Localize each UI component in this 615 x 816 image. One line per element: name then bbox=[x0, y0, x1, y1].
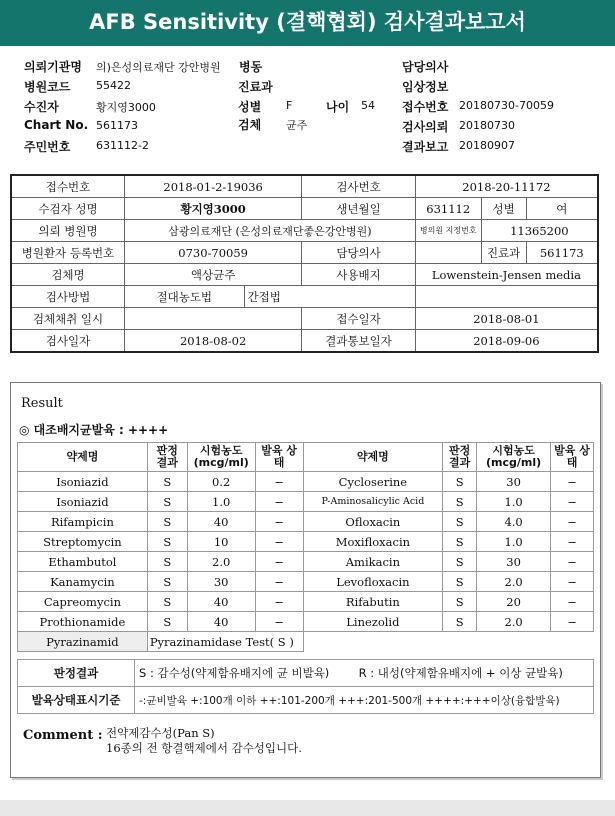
info-row bbox=[11, 242, 598, 264]
legend-value bbox=[135, 660, 594, 687]
drug-name: Streptomycin bbox=[18, 532, 148, 552]
drug-row bbox=[18, 512, 594, 532]
info-value: 절대농도법 bbox=[125, 286, 245, 308]
drug-row bbox=[18, 532, 594, 552]
hdr-value: 황지영3000 bbox=[96, 101, 156, 114]
hdr-label: 임상정보 bbox=[402, 80, 449, 94]
drug-name: Ethambutol bbox=[18, 552, 148, 572]
report-title: AFB Sensitivity (결핵협회) 검사결과보고서 bbox=[0, 0, 615, 44]
hdr-value: 20180730 bbox=[459, 119, 515, 132]
judgement: S bbox=[147, 552, 187, 572]
growth: − bbox=[255, 572, 303, 592]
judgement: S bbox=[443, 532, 477, 552]
drug-name: Cycloserine bbox=[303, 472, 443, 492]
comment-line: 16종의 전 항결핵제에서 감수성입니다. bbox=[106, 741, 302, 755]
info-value: 간접법 bbox=[244, 286, 415, 308]
col-header: 판정 결과 bbox=[443, 443, 477, 472]
pza-test: Pyrazinamidase Test( S ) bbox=[147, 632, 303, 652]
concentration: 40 bbox=[187, 612, 255, 632]
growth: − bbox=[255, 532, 303, 552]
concentration: 1.0 bbox=[477, 492, 551, 512]
drug-header-row bbox=[18, 443, 594, 472]
info-label: 검체명 bbox=[11, 264, 125, 286]
growth: − bbox=[255, 592, 303, 612]
hdr-label: 주민번호 bbox=[24, 140, 71, 154]
drug-name: Levofloxacin bbox=[303, 572, 443, 592]
info-value: 2018-08-01 bbox=[415, 308, 598, 330]
legend-label: 발육상태표시기준 bbox=[18, 687, 135, 714]
concentration: 30 bbox=[187, 572, 255, 592]
drug-row bbox=[18, 632, 594, 652]
growth: − bbox=[551, 552, 594, 572]
judgement: S bbox=[443, 572, 477, 592]
growth: − bbox=[255, 612, 303, 632]
drug-name: Isoniazid bbox=[18, 472, 148, 492]
concentration: 30 bbox=[477, 472, 551, 492]
legend-row bbox=[18, 687, 594, 714]
hdr-label: 수진자 bbox=[24, 100, 59, 114]
info-label: 접수일자 bbox=[302, 308, 416, 330]
legend-table bbox=[17, 659, 594, 714]
drug-row bbox=[18, 552, 594, 572]
judge-r: R : 내성(약제함유배지에 + 이상 균발육) bbox=[358, 666, 563, 680]
judgement: S bbox=[147, 572, 187, 592]
judgement: S bbox=[443, 492, 477, 512]
hdr-label: Chart No. bbox=[24, 118, 89, 132]
info-value bbox=[415, 286, 598, 308]
hdr-label: 진료과 bbox=[238, 80, 273, 94]
title-divider bbox=[0, 44, 615, 46]
growth: − bbox=[255, 552, 303, 572]
judge-s: S : 감수성(약제함유배지에 균 비발육) bbox=[139, 666, 330, 680]
info-label: 담당의사 bbox=[302, 242, 416, 264]
info-label: 수검자 성명 bbox=[11, 198, 125, 220]
judgement: S bbox=[147, 532, 187, 552]
info-row bbox=[11, 264, 598, 286]
info-label: 검사번호 bbox=[302, 175, 416, 198]
hdr-label: 나이 bbox=[326, 100, 350, 114]
info-value: 2018-09-06 bbox=[415, 330, 598, 353]
judgement: S bbox=[147, 492, 187, 512]
info-label: 진료과 bbox=[481, 242, 526, 264]
drug-name: Prothionamide bbox=[18, 612, 148, 632]
judgement: S bbox=[147, 612, 187, 632]
drug-name: Linezolid bbox=[303, 612, 443, 632]
judgement: S bbox=[443, 612, 477, 632]
info-value: 561173 bbox=[526, 242, 598, 264]
hdr-label: 의뢰기관명 bbox=[24, 60, 82, 74]
growth: − bbox=[255, 472, 303, 492]
judgement: S bbox=[147, 592, 187, 612]
drug-row bbox=[18, 492, 594, 512]
hdr-value: 54 bbox=[361, 99, 375, 112]
info-label: 성별 bbox=[481, 198, 526, 220]
concentration: 4.0 bbox=[477, 512, 551, 532]
hdr-value: 20180907 bbox=[459, 139, 515, 152]
info-label: 의뢰 병원명 bbox=[11, 220, 125, 242]
hdr-label: 검체 bbox=[238, 118, 262, 132]
drug-row bbox=[18, 572, 594, 592]
legend-value: -:균비발육 +:100개 이하 ++:101-200개 +++:201-500개 ++++:+++이상(융합발육) bbox=[135, 687, 594, 714]
patient-info-table bbox=[10, 174, 599, 353]
col-header: 판정 결과 bbox=[147, 443, 187, 472]
info-label: 병원환자 등록번호 bbox=[11, 242, 125, 264]
growth: − bbox=[551, 472, 594, 492]
concentration: 2.0 bbox=[477, 572, 551, 592]
col-header: 시험농도 (mcg/ml) bbox=[187, 443, 255, 472]
drug-row bbox=[18, 472, 594, 492]
hdr-label: 병동 bbox=[239, 60, 263, 74]
drug-name: Isoniazid bbox=[18, 492, 148, 512]
concentration: 30 bbox=[477, 552, 551, 572]
judgement: S bbox=[147, 472, 187, 492]
info-label: 검사일자 bbox=[11, 330, 125, 353]
hdr-label: 담당의사 bbox=[402, 60, 449, 74]
hdr-value: 균주 bbox=[286, 119, 308, 132]
drug-name: Pyrazinamid bbox=[18, 632, 148, 652]
growth: − bbox=[551, 512, 594, 532]
info-label: 병의원 지정번호 bbox=[415, 220, 481, 242]
growth: − bbox=[551, 612, 594, 632]
info-row bbox=[11, 220, 598, 242]
growth: − bbox=[255, 492, 303, 512]
legend-label: 판정결과 bbox=[18, 660, 135, 687]
info-value: 여 bbox=[526, 198, 598, 220]
col-header: 시험농도 (mcg/ml) bbox=[477, 443, 551, 472]
drug-row bbox=[18, 592, 594, 612]
info-row bbox=[11, 198, 598, 220]
col-header: 약제명 bbox=[18, 443, 148, 472]
drug-name: Kanamycin bbox=[18, 572, 148, 592]
hdr-value: 20180730-70059 bbox=[459, 99, 554, 112]
col-header: 발육 상태 bbox=[255, 443, 303, 472]
hdr-value: F bbox=[286, 99, 293, 112]
col-header: 발육 상태 bbox=[551, 443, 594, 472]
legend-row bbox=[18, 660, 594, 687]
info-label: 사용배지 bbox=[302, 264, 416, 286]
page-footer-bar bbox=[0, 800, 615, 816]
concentration: 0.2 bbox=[187, 472, 255, 492]
info-value: 2018-20-11172 bbox=[415, 175, 598, 198]
info-value: 황지영3000 bbox=[125, 198, 302, 220]
drug-table bbox=[17, 442, 594, 652]
result-panel bbox=[10, 382, 601, 778]
info-label: 결과통보일자 bbox=[302, 330, 416, 353]
drug-name: Capreomycin bbox=[18, 592, 148, 612]
growth: − bbox=[551, 492, 594, 512]
drug-name: P-Aminosalicylic Acid bbox=[303, 492, 443, 512]
col-header: 약제명 bbox=[303, 443, 443, 472]
judgement: S bbox=[147, 512, 187, 532]
info-value: Lowenstein-Jensen media bbox=[415, 264, 598, 286]
concentration: 1.0 bbox=[187, 492, 255, 512]
hdr-value: 561173 bbox=[96, 119, 138, 132]
control-growth: ◎ 대조배지균발육 : ++++ bbox=[19, 423, 169, 437]
info-value: 631112 bbox=[415, 198, 481, 220]
concentration: 40 bbox=[187, 512, 255, 532]
growth: − bbox=[255, 512, 303, 532]
drug-name: Rifabutin bbox=[303, 592, 443, 612]
info-value: 삼광의료재단 (은성의료재단좋은강안병원) bbox=[125, 220, 416, 242]
hdr-value: 631112-2 bbox=[96, 139, 149, 152]
info-value bbox=[415, 242, 481, 264]
result-title: Result bbox=[21, 396, 63, 411]
hdr-value: 55422 bbox=[96, 79, 131, 92]
drug-name: Moxifloxacin bbox=[303, 532, 443, 552]
info-label: 검사방법 bbox=[11, 286, 125, 308]
hdr-label: 접수번호 bbox=[402, 100, 449, 114]
drug-name: Rifampicin bbox=[18, 512, 148, 532]
drug-name: Amikacin bbox=[303, 552, 443, 572]
info-label: 생년월일 bbox=[302, 198, 416, 220]
concentration: 40 bbox=[187, 592, 255, 612]
info-value: 2018-01-2-19036 bbox=[125, 175, 302, 198]
info-label: 검체채취 일시 bbox=[11, 308, 125, 330]
judgement: S bbox=[443, 552, 477, 572]
hdr-label: 검사의뢰 bbox=[402, 120, 449, 134]
hdr-label: 결과보고 bbox=[402, 140, 449, 154]
info-row bbox=[11, 308, 598, 330]
growth: − bbox=[551, 532, 594, 552]
info-row bbox=[11, 330, 598, 353]
drug-row bbox=[18, 612, 594, 632]
info-value: 2018-08-02 bbox=[125, 330, 302, 353]
concentration: 10 bbox=[187, 532, 255, 552]
info-value: 11365200 bbox=[481, 220, 598, 242]
info-value: 0730-70059 bbox=[125, 242, 302, 264]
concentration: 2.0 bbox=[187, 552, 255, 572]
concentration: 20 bbox=[477, 592, 551, 612]
hdr-label: 병원코드 bbox=[24, 80, 71, 94]
info-row bbox=[11, 286, 598, 308]
info-label: 접수번호 bbox=[11, 175, 125, 198]
info-row bbox=[11, 175, 598, 198]
judgement: S bbox=[443, 512, 477, 532]
judgement: S bbox=[443, 472, 477, 492]
hdr-value: 의)은성의료재단 강안병원 bbox=[96, 61, 221, 74]
info-value: 액상균주 bbox=[125, 264, 302, 286]
hdr-label: 성별 bbox=[238, 100, 262, 114]
info-value bbox=[125, 308, 302, 330]
comment-line: 전약제감수성(Pan S) bbox=[106, 726, 215, 740]
concentration: 1.0 bbox=[477, 532, 551, 552]
drug-name: Ofloxacin bbox=[303, 512, 443, 532]
concentration: 2.0 bbox=[477, 612, 551, 632]
growth: − bbox=[551, 572, 594, 592]
judgement: S bbox=[443, 592, 477, 612]
comment-label: Comment : bbox=[23, 728, 103, 743]
growth: − bbox=[551, 592, 594, 612]
